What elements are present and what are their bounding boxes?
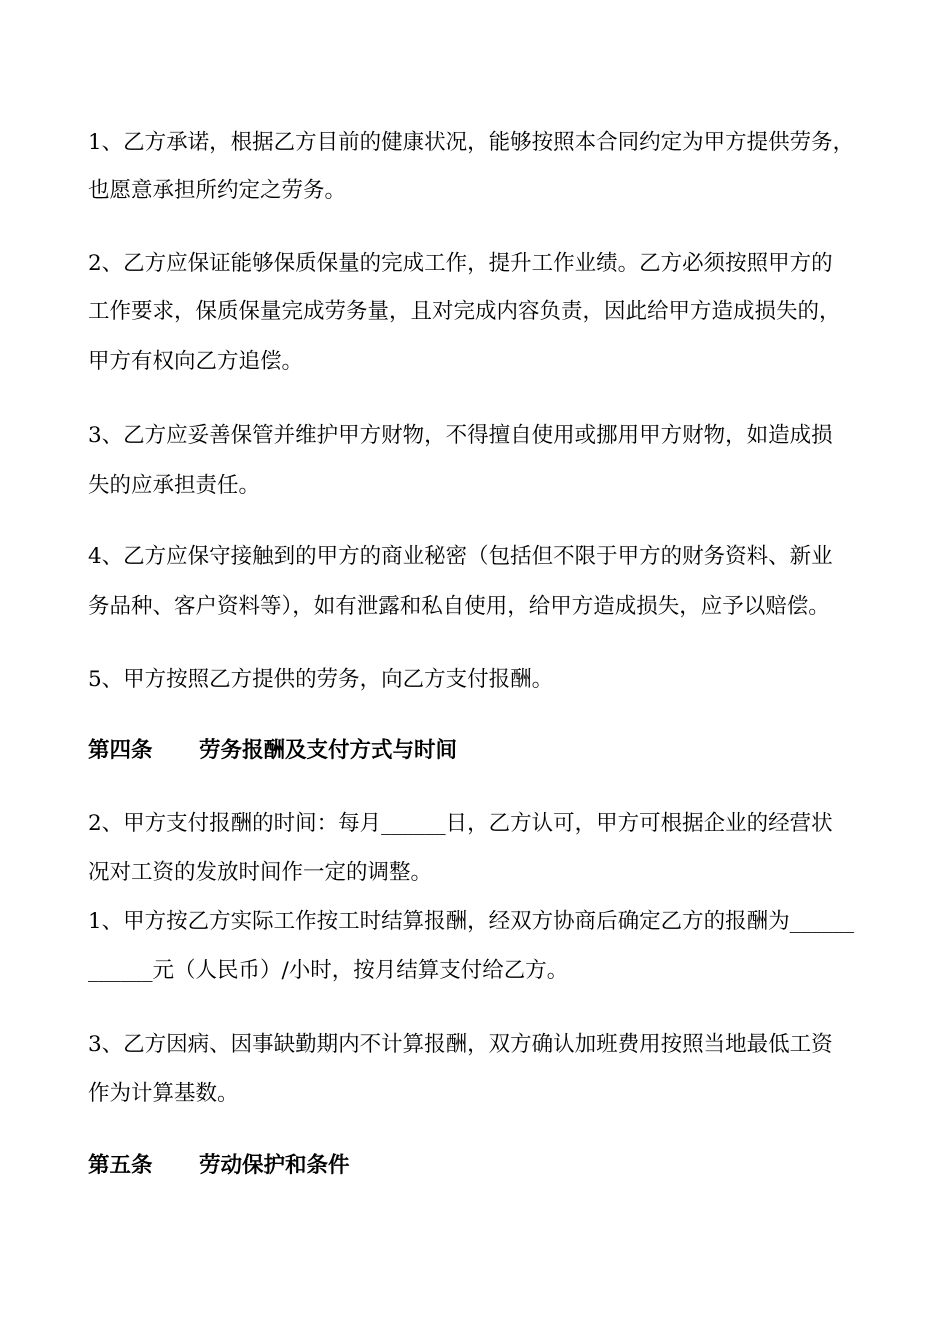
paragraph-line: 也愿意承担所约定之劳务。 [88,178,347,203]
paragraph-line: 4、乙方应保守接触到的甲方的商业秘密（包括但不限于甲方的财务资料、新业 [88,544,833,569]
section-heading [88,738,458,764]
section-title: 劳动保护和条件 [199,1153,350,1178]
paragraph-line: 2、甲方支付报酬的时间：每月______日，乙方认可，甲方可根据企业的经营状 [88,811,833,836]
paragraph-line: 3、乙方因病、因事缺勤期内不计算报酬，双方确认加班费用按照当地最低工资 [88,1032,833,1057]
section-number: 第四条 [88,738,153,763]
section-number: 第五条 [88,1153,153,1178]
paragraph-line: ______元（人民币）/小时，按月结算支付给乙方。 [88,958,569,983]
paragraph-line: 作为计算基数。 [88,1081,239,1106]
paragraph-line: 务品种、客户资料等），如有泄露和私自使用，给甲方造成损失，应予以赔偿。 [88,594,830,619]
paragraph-line: 甲方有权向乙方追偿。 [88,349,304,374]
paragraph-line: 失的应承担责任。 [88,473,261,498]
paragraph-line: 2、乙方应保证能够保质保量的完成工作，提升工作业绩。乙方必须按照甲方的 [88,251,833,276]
section-title: 劳务报酬及支付方式与时间 [199,738,458,763]
paragraph-line: 3、乙方应妥善保管并维护甲方财物，不得擅自使用或挪用甲方财物，如造成损 [88,423,833,448]
paragraph-line: 况对工资的发放时间作一定的调整。 [88,860,433,885]
paragraph-line: 1、乙方承诺，根据乙方目前的健康状况，能够按照本合同约定为甲方提供劳务， [88,130,855,155]
paragraph-line: 5、甲方按照乙方提供的劳务，向乙方支付报酬。 [88,667,554,692]
paragraph-line: 工作要求，保质保量完成劳务量，且对完成内容负责，因此给甲方造成损失的， [88,299,841,324]
paragraph-line: 1、甲方按乙方实际工作按工时结算报酬，经双方协商后确定乙方的报酬为______ [88,909,855,934]
section-heading [88,1153,350,1179]
